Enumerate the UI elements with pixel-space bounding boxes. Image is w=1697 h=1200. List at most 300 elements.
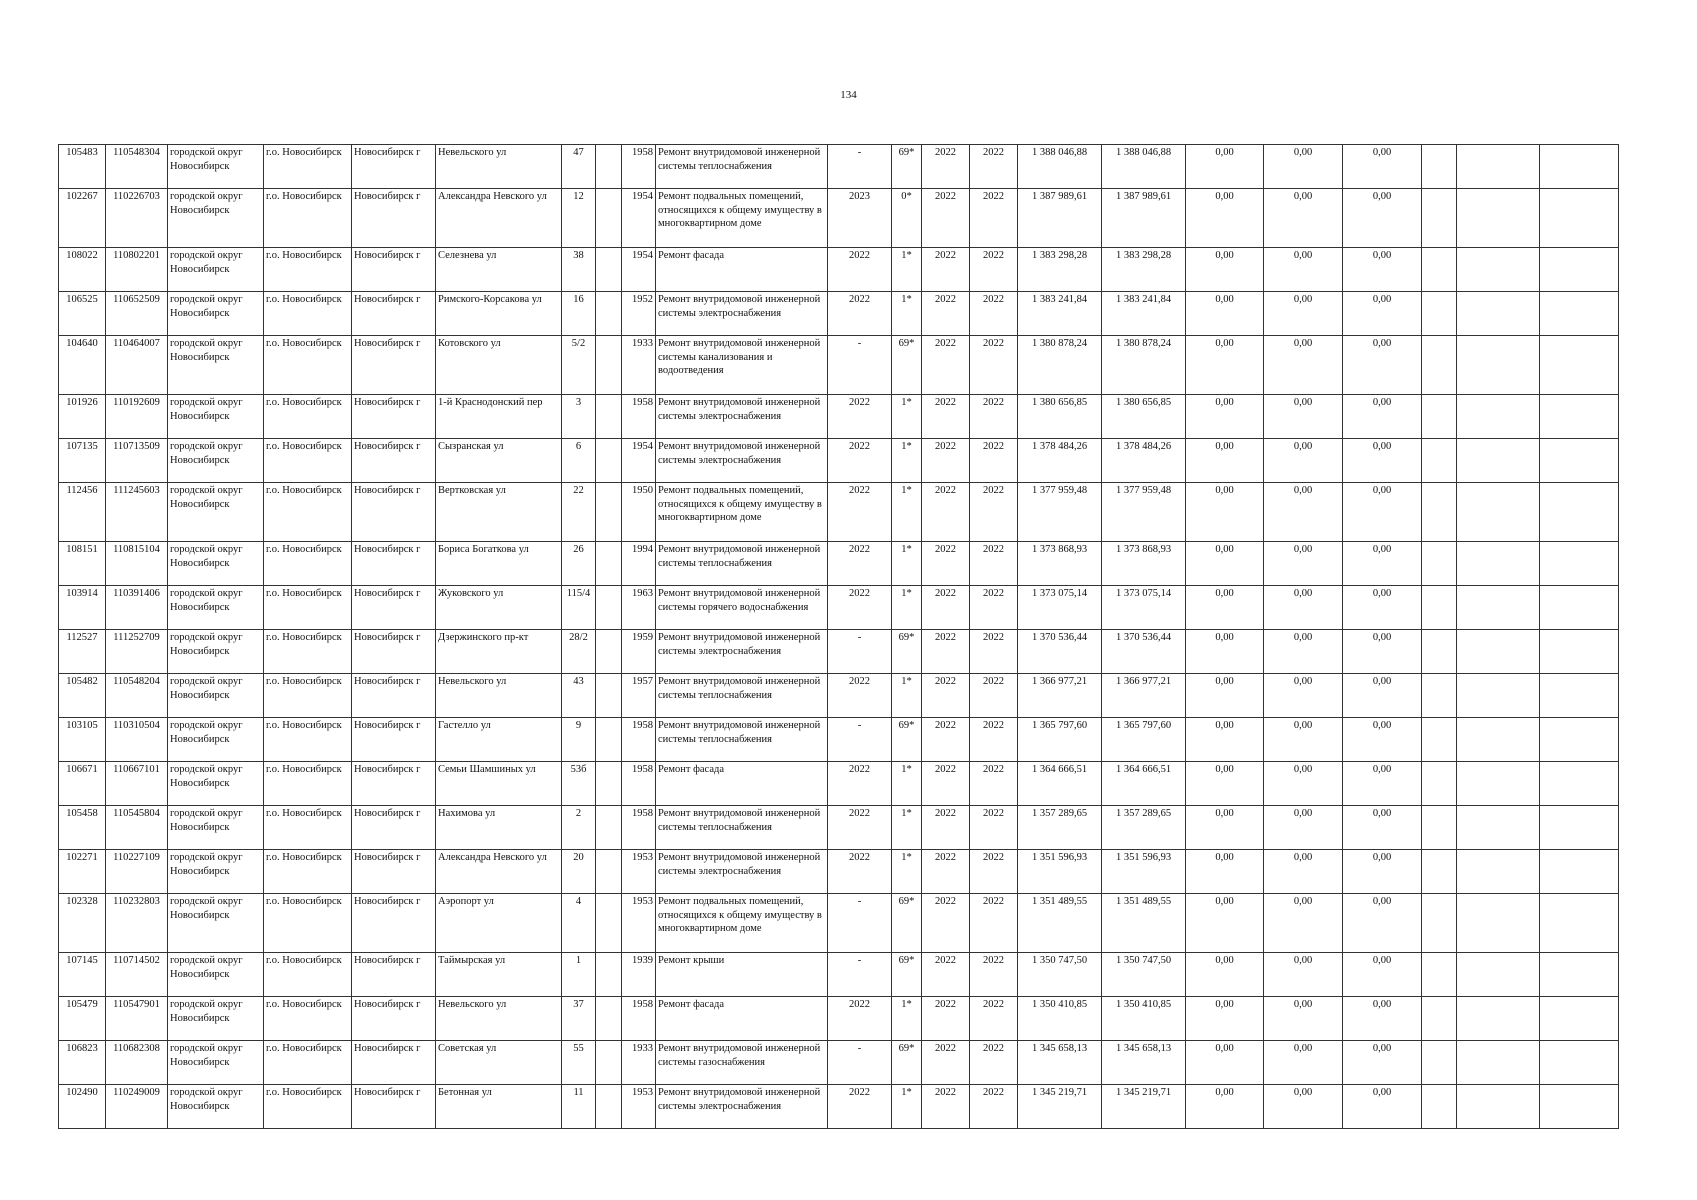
house-cell: 5/2	[562, 336, 596, 395]
cost-cell: 1 373 075,14	[1018, 586, 1102, 630]
empty-cell	[1457, 997, 1540, 1041]
district-cell: городской округ Новосибирск	[168, 894, 264, 953]
empty-cell	[1540, 718, 1619, 762]
work-type-cell: Ремонт подвальных помещений, относящихся к общему имуществу в многоквартирном доме	[656, 894, 828, 953]
code-cell: 110227109	[106, 850, 168, 894]
empty-cell	[1422, 145, 1457, 189]
district-cell: городской округ Новосибирск	[168, 336, 264, 395]
year-built-cell: 1958	[622, 145, 656, 189]
row-id-cell: 105483	[59, 145, 106, 189]
plan-year-cell: 2022	[922, 630, 970, 674]
value-cell: 0,00	[1186, 586, 1264, 630]
code-mark-cell: 1*	[892, 806, 922, 850]
city-cell: Новосибирск г	[352, 718, 436, 762]
house-cell: 16	[562, 292, 596, 336]
empty-cell	[1422, 630, 1457, 674]
value-cell: 0,00	[1264, 894, 1343, 953]
district-cell: городской округ Новосибирск	[168, 953, 264, 997]
street-cell: Вертковская ул	[436, 483, 562, 542]
house-cell: 11	[562, 1085, 596, 1129]
empty-cell	[1422, 586, 1457, 630]
code-cell: 110391406	[106, 586, 168, 630]
table-row	[59, 439, 1619, 483]
cost-total-cell: 1 350 410,85	[1102, 997, 1186, 1041]
cost-total-cell: 1 378 484,26	[1102, 439, 1186, 483]
cost-total-cell: 1 345 658,13	[1102, 1041, 1186, 1085]
plan-year-end-cell: 2022	[970, 189, 1018, 248]
plan-year-cell: 2022	[922, 145, 970, 189]
row-id-cell: 106823	[59, 1041, 106, 1085]
empty-cell	[1457, 292, 1540, 336]
empty-cell	[1457, 718, 1540, 762]
empty-cell	[1457, 248, 1540, 292]
value-cell: 0,00	[1186, 542, 1264, 586]
cost-total-cell: 1 351 489,55	[1102, 894, 1186, 953]
value-cell: 0,00	[1343, 630, 1422, 674]
value-cell: 0,00	[1343, 1041, 1422, 1085]
value-cell: 0,00	[1186, 248, 1264, 292]
street-cell: Гастелло ул	[436, 718, 562, 762]
code-cell: 111245603	[106, 483, 168, 542]
value-cell: 0,00	[1264, 762, 1343, 806]
district-cell: городской округ Новосибирск	[168, 997, 264, 1041]
cost-cell: 1 351 489,55	[1018, 894, 1102, 953]
street-cell: Аэропорт ул	[436, 894, 562, 953]
empty-cell	[596, 248, 622, 292]
value-cell: 0,00	[1264, 718, 1343, 762]
table-row	[59, 395, 1619, 439]
value-cell: 0,00	[1343, 439, 1422, 483]
table-row	[59, 292, 1619, 336]
work-type-cell: Ремонт внутридомовой инженерной системы теплоснабжения	[656, 718, 828, 762]
municipality-cell: г.о. Новосибирск	[264, 439, 352, 483]
empty-cell	[1422, 439, 1457, 483]
cost-cell: 1 377 959,48	[1018, 483, 1102, 542]
value-cell: 0,00	[1343, 542, 1422, 586]
code-cell: 110548204	[106, 674, 168, 718]
empty-cell	[1457, 336, 1540, 395]
cost-cell: 1 350 747,50	[1018, 953, 1102, 997]
city-cell: Новосибирск г	[352, 953, 436, 997]
empty-cell	[1540, 1085, 1619, 1129]
row-id-cell: 105458	[59, 806, 106, 850]
value-cell: 0,00	[1264, 850, 1343, 894]
empty-cell	[1540, 336, 1619, 395]
work-type-cell: Ремонт фасада	[656, 248, 828, 292]
plan-year-end-cell: 2022	[970, 1041, 1018, 1085]
value-cell: 0,00	[1186, 762, 1264, 806]
plan-year-cell: 2022	[922, 894, 970, 953]
house-cell: 20	[562, 850, 596, 894]
code-mark-cell: 1*	[892, 292, 922, 336]
prev-year-cell: -	[828, 718, 892, 762]
code-cell: 110464007	[106, 336, 168, 395]
empty-cell	[1540, 189, 1619, 248]
cost-cell: 1 380 656,85	[1018, 395, 1102, 439]
plan-year-end-cell: 2022	[970, 630, 1018, 674]
empty-cell	[1422, 953, 1457, 997]
year-built-cell: 1958	[622, 395, 656, 439]
plan-year-end-cell: 2022	[970, 894, 1018, 953]
page-number: 134	[840, 89, 857, 101]
municipality-cell: г.о. Новосибирск	[264, 806, 352, 850]
empty-cell	[596, 292, 622, 336]
year-built-cell: 1958	[622, 806, 656, 850]
table-row	[59, 630, 1619, 674]
empty-cell	[1457, 1041, 1540, 1085]
house-cell: 26	[562, 542, 596, 586]
value-cell: 0,00	[1343, 336, 1422, 395]
year-built-cell: 1959	[622, 630, 656, 674]
empty-cell	[1540, 674, 1619, 718]
cost-total-cell: 1 364 666,51	[1102, 762, 1186, 806]
cost-total-cell: 1 377 959,48	[1102, 483, 1186, 542]
value-cell: 0,00	[1264, 248, 1343, 292]
value-cell: 0,00	[1264, 674, 1343, 718]
city-cell: Новосибирск г	[352, 292, 436, 336]
code-mark-cell: 1*	[892, 586, 922, 630]
value-cell: 0,00	[1264, 292, 1343, 336]
year-built-cell: 1958	[622, 997, 656, 1041]
code-mark-cell: 69*	[892, 1041, 922, 1085]
value-cell: 0,00	[1343, 292, 1422, 336]
empty-cell	[1457, 189, 1540, 248]
municipality-cell: г.о. Новосибирск	[264, 953, 352, 997]
city-cell: Новосибирск г	[352, 145, 436, 189]
value-cell: 0,00	[1343, 806, 1422, 850]
municipality-cell: г.о. Новосибирск	[264, 718, 352, 762]
district-cell: городской округ Новосибирск	[168, 145, 264, 189]
code-mark-cell: 69*	[892, 894, 922, 953]
district-cell: городской округ Новосибирск	[168, 762, 264, 806]
table-row	[59, 674, 1619, 718]
plan-year-cell: 2022	[922, 997, 970, 1041]
plan-year-end-cell: 2022	[970, 674, 1018, 718]
district-cell: городской округ Новосибирск	[168, 189, 264, 248]
street-cell: Римского-Корсакова ул	[436, 292, 562, 336]
plan-year-cell: 2022	[922, 850, 970, 894]
plan-year-cell: 2022	[922, 806, 970, 850]
value-cell: 0,00	[1343, 248, 1422, 292]
municipality-cell: г.о. Новосибирск	[264, 145, 352, 189]
plan-year-end-cell: 2022	[970, 997, 1018, 1041]
empty-cell	[1457, 674, 1540, 718]
municipality-cell: г.о. Новосибирск	[264, 483, 352, 542]
value-cell: 0,00	[1264, 395, 1343, 439]
table-row	[59, 806, 1619, 850]
row-id-cell: 106671	[59, 762, 106, 806]
prev-year-cell: 2022	[828, 850, 892, 894]
empty-cell	[596, 336, 622, 395]
value-cell: 0,00	[1186, 395, 1264, 439]
table-row	[59, 1085, 1619, 1129]
street-cell: Бетонная ул	[436, 1085, 562, 1129]
plan-year-end-cell: 2022	[970, 145, 1018, 189]
value-cell: 0,00	[1264, 439, 1343, 483]
empty-cell	[1422, 248, 1457, 292]
plan-year-cell: 2022	[922, 542, 970, 586]
value-cell: 0,00	[1186, 483, 1264, 542]
empty-cell	[1540, 586, 1619, 630]
empty-cell	[1457, 850, 1540, 894]
code-cell: 110548304	[106, 145, 168, 189]
work-type-cell: Ремонт внутридомовой инженерной системы электроснабжения	[656, 395, 828, 439]
year-built-cell: 1953	[622, 850, 656, 894]
street-cell: Невельского ул	[436, 997, 562, 1041]
empty-cell	[596, 850, 622, 894]
work-type-cell: Ремонт подвальных помещений, относящихся к общему имуществу в многоквартирном доме	[656, 189, 828, 248]
row-id-cell: 102271	[59, 850, 106, 894]
code-cell: 110667101	[106, 762, 168, 806]
plan-year-end-cell: 2022	[970, 718, 1018, 762]
cost-total-cell: 1 366 977,21	[1102, 674, 1186, 718]
district-cell: городской округ Новосибирск	[168, 1041, 264, 1085]
value-cell: 0,00	[1264, 586, 1343, 630]
city-cell: Новосибирск г	[352, 1085, 436, 1129]
empty-cell	[1422, 336, 1457, 395]
table-row	[59, 586, 1619, 630]
municipality-cell: г.о. Новосибирск	[264, 248, 352, 292]
municipality-cell: г.о. Новосибирск	[264, 336, 352, 395]
empty-cell	[1540, 630, 1619, 674]
prev-year-cell: 2022	[828, 762, 892, 806]
code-cell: 110192609	[106, 395, 168, 439]
empty-cell	[1422, 806, 1457, 850]
empty-cell	[1457, 894, 1540, 953]
empty-cell	[1540, 850, 1619, 894]
repair-register-table	[58, 144, 1619, 1129]
empty-cell	[1457, 1085, 1540, 1129]
district-cell: городской округ Новосибирск	[168, 806, 264, 850]
city-cell: Новосибирск г	[352, 1041, 436, 1085]
empty-cell	[1540, 248, 1619, 292]
table-row	[59, 894, 1619, 953]
value-cell: 0,00	[1186, 894, 1264, 953]
district-cell: городской округ Новосибирск	[168, 542, 264, 586]
city-cell: Новосибирск г	[352, 189, 436, 248]
cost-cell: 1 383 241,84	[1018, 292, 1102, 336]
plan-year-cell: 2022	[922, 718, 970, 762]
house-cell: 55	[562, 1041, 596, 1085]
code-cell: 110232803	[106, 894, 168, 953]
plan-year-end-cell: 2022	[970, 395, 1018, 439]
municipality-cell: г.о. Новосибирск	[264, 894, 352, 953]
year-built-cell: 1958	[622, 762, 656, 806]
city-cell: Новосибирск г	[352, 762, 436, 806]
plan-year-end-cell: 2022	[970, 1085, 1018, 1129]
municipality-cell: г.о. Новосибирск	[264, 674, 352, 718]
municipality-cell: г.о. Новосибирск	[264, 292, 352, 336]
empty-cell	[1457, 483, 1540, 542]
value-cell: 0,00	[1186, 189, 1264, 248]
plan-year-end-cell: 2022	[970, 483, 1018, 542]
year-built-cell: 1933	[622, 336, 656, 395]
value-cell: 0,00	[1186, 630, 1264, 674]
year-built-cell: 1933	[622, 1041, 656, 1085]
street-cell: 1-й Краснодонский пер	[436, 395, 562, 439]
plan-year-cell: 2022	[922, 674, 970, 718]
cost-total-cell: 1 383 241,84	[1102, 292, 1186, 336]
street-cell: Нахимова ул	[436, 806, 562, 850]
plan-year-end-cell: 2022	[970, 850, 1018, 894]
empty-cell	[596, 542, 622, 586]
value-cell: 0,00	[1343, 850, 1422, 894]
city-cell: Новосибирск г	[352, 630, 436, 674]
cost-cell: 1 378 484,26	[1018, 439, 1102, 483]
plan-year-cell: 2022	[922, 395, 970, 439]
prev-year-cell: 2022	[828, 997, 892, 1041]
district-cell: городской округ Новосибирск	[168, 1085, 264, 1129]
table-row	[59, 762, 1619, 806]
cost-cell: 1 351 596,93	[1018, 850, 1102, 894]
cost-cell: 1 365 797,60	[1018, 718, 1102, 762]
empty-cell	[1540, 439, 1619, 483]
work-type-cell: Ремонт фасада	[656, 762, 828, 806]
row-id-cell: 103914	[59, 586, 106, 630]
value-cell: 0,00	[1186, 953, 1264, 997]
municipality-cell: г.о. Новосибирск	[264, 1041, 352, 1085]
empty-cell	[1540, 997, 1619, 1041]
table-row	[59, 850, 1619, 894]
house-cell: 2	[562, 806, 596, 850]
empty-cell	[1457, 953, 1540, 997]
code-cell: 110226703	[106, 189, 168, 248]
house-cell: 28/2	[562, 630, 596, 674]
code-mark-cell: 1*	[892, 1085, 922, 1129]
empty-cell	[1422, 1041, 1457, 1085]
empty-cell	[596, 953, 622, 997]
cost-total-cell: 1 345 219,71	[1102, 1085, 1186, 1129]
row-id-cell: 101926	[59, 395, 106, 439]
row-id-cell: 102328	[59, 894, 106, 953]
code-mark-cell: 69*	[892, 145, 922, 189]
house-cell: 37	[562, 997, 596, 1041]
empty-cell	[1422, 850, 1457, 894]
empty-cell	[1422, 292, 1457, 336]
empty-cell	[1457, 630, 1540, 674]
value-cell: 0,00	[1186, 292, 1264, 336]
prev-year-cell: -	[828, 1041, 892, 1085]
prev-year-cell: 2022	[828, 248, 892, 292]
row-id-cell: 102267	[59, 189, 106, 248]
empty-cell	[1457, 145, 1540, 189]
cost-cell: 1 364 666,51	[1018, 762, 1102, 806]
table-row	[59, 1041, 1619, 1085]
city-cell: Новосибирск г	[352, 806, 436, 850]
cost-cell: 1 387 989,61	[1018, 189, 1102, 248]
district-cell: городской округ Новосибирск	[168, 850, 264, 894]
code-cell: 110713509	[106, 439, 168, 483]
empty-cell	[596, 674, 622, 718]
empty-cell	[1540, 292, 1619, 336]
value-cell: 0,00	[1343, 483, 1422, 542]
table-row	[59, 189, 1619, 248]
empty-cell	[596, 718, 622, 762]
table-row	[59, 997, 1619, 1041]
street-cell: Котовского ул	[436, 336, 562, 395]
municipality-cell: г.о. Новосибирск	[264, 189, 352, 248]
value-cell: 0,00	[1186, 806, 1264, 850]
prev-year-cell: 2022	[828, 674, 892, 718]
year-built-cell: 1954	[622, 248, 656, 292]
city-cell: Новосибирск г	[352, 586, 436, 630]
plan-year-cell: 2022	[922, 953, 970, 997]
year-built-cell: 1954	[622, 439, 656, 483]
work-type-cell: Ремонт внутридомовой инженерной системы газоснабжения	[656, 1041, 828, 1085]
district-cell: городской округ Новосибирск	[168, 718, 264, 762]
year-built-cell: 1950	[622, 483, 656, 542]
house-cell: 53б	[562, 762, 596, 806]
house-cell: 12	[562, 189, 596, 248]
work-type-cell: Ремонт фасада	[656, 997, 828, 1041]
work-type-cell: Ремонт внутридомовой инженерной системы электроснабжения	[656, 630, 828, 674]
plan-year-cell: 2022	[922, 1041, 970, 1085]
code-cell: 110652509	[106, 292, 168, 336]
empty-cell	[1540, 542, 1619, 586]
plan-year-cell: 2022	[922, 248, 970, 292]
city-cell: Новосибирск г	[352, 997, 436, 1041]
cost-total-cell: 1 388 046,88	[1102, 145, 1186, 189]
cost-total-cell: 1 387 989,61	[1102, 189, 1186, 248]
empty-cell	[596, 145, 622, 189]
code-mark-cell: 69*	[892, 953, 922, 997]
row-id-cell: 108151	[59, 542, 106, 586]
value-cell: 0,00	[1186, 718, 1264, 762]
value-cell: 0,00	[1264, 483, 1343, 542]
prev-year-cell: 2022	[828, 806, 892, 850]
municipality-cell: г.о. Новосибирск	[264, 630, 352, 674]
street-cell: Таймырская ул	[436, 953, 562, 997]
street-cell: Жуковского ул	[436, 586, 562, 630]
code-mark-cell: 69*	[892, 336, 922, 395]
value-cell: 0,00	[1186, 145, 1264, 189]
work-type-cell: Ремонт внутридомовой инженерной системы горячего водоснабжения	[656, 586, 828, 630]
year-built-cell: 1953	[622, 894, 656, 953]
empty-cell	[1457, 395, 1540, 439]
year-built-cell: 1957	[622, 674, 656, 718]
city-cell: Новосибирск г	[352, 248, 436, 292]
code-cell: 110249009	[106, 1085, 168, 1129]
value-cell: 0,00	[1343, 145, 1422, 189]
cost-cell: 1 366 977,21	[1018, 674, 1102, 718]
work-type-cell: Ремонт внутридомовой инженерной системы электроснабжения	[656, 292, 828, 336]
year-built-cell: 1958	[622, 718, 656, 762]
district-cell: городской округ Новосибирск	[168, 439, 264, 483]
municipality-cell: г.о. Новосибирск	[264, 1085, 352, 1129]
work-type-cell: Ремонт подвальных помещений, относящихся к общему имуществу в многоквартирном доме	[656, 483, 828, 542]
house-cell: 22	[562, 483, 596, 542]
street-cell: Селезнева ул	[436, 248, 562, 292]
cost-cell: 1 370 536,44	[1018, 630, 1102, 674]
plan-year-end-cell: 2022	[970, 806, 1018, 850]
prev-year-cell: 2022	[828, 483, 892, 542]
prev-year-cell: -	[828, 145, 892, 189]
house-cell: 6	[562, 439, 596, 483]
house-cell: 4	[562, 894, 596, 953]
code-mark-cell: 1*	[892, 762, 922, 806]
city-cell: Новосибирск г	[352, 894, 436, 953]
street-cell: Невельского ул	[436, 674, 562, 718]
row-id-cell: 104640	[59, 336, 106, 395]
value-cell: 0,00	[1264, 145, 1343, 189]
value-cell: 0,00	[1343, 997, 1422, 1041]
prev-year-cell: -	[828, 336, 892, 395]
row-id-cell: 112456	[59, 483, 106, 542]
municipality-cell: г.о. Новосибирск	[264, 395, 352, 439]
prev-year-cell: -	[828, 630, 892, 674]
empty-cell	[1540, 894, 1619, 953]
row-id-cell: 105479	[59, 997, 106, 1041]
